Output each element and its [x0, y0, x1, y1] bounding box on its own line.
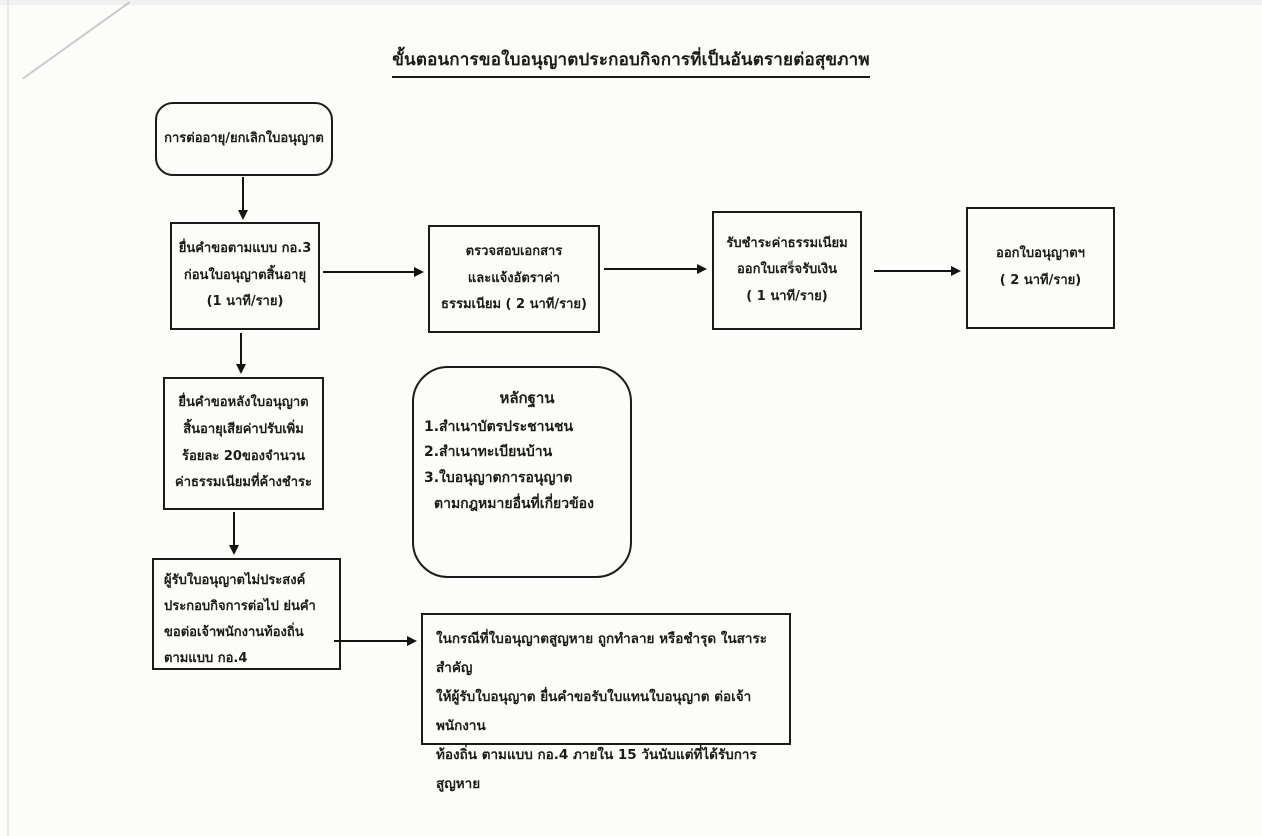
- submit-request-line: ยื่นคำขอตามแบบ กอ.3: [178, 241, 312, 257]
- flow-box-receive-payment: [712, 211, 862, 330]
- check-documents-line: ธรรมเนียม ( 2 นาที/ราย): [441, 297, 587, 313]
- arrow-down-submit-to-late: [240, 333, 242, 365]
- scan-edge-top: [0, 0, 1262, 5]
- flow-box-renewal-cancel: [155, 102, 333, 176]
- lost-license-line: ท้องถิ่น ตามแบบ กอ.4 ภายใน 15 วันนับแต่ที่ได้รับการสูญหาย: [436, 747, 757, 793]
- arrow-right-cease-to-lost: [334, 640, 408, 642]
- submit-request-line: ก่อนใบอนุญาตสิ้นอายุ: [183, 267, 307, 283]
- flow-box-check-documents: [428, 225, 600, 333]
- submit-request-line: (1 นาที/ราย): [206, 294, 284, 310]
- late-submission-line: สิ้นอายุเสียค่าปรับเพิ่ม: [183, 421, 304, 437]
- check-documents-line: และแจ้งอัตราค่า: [467, 270, 561, 286]
- late-submission-line: ร้อยละ 20ของจำนวน: [181, 448, 305, 464]
- cease-business-line: ผู้รับใบอนุญาตไม่ประสงค์: [164, 573, 306, 588]
- receive-payment-line: ออกใบเสร็จรับเงิน: [737, 262, 837, 278]
- flow-box-evidence-list: [412, 366, 632, 578]
- arrow-right-submit-to-check: [323, 271, 415, 273]
- evidence-item: ตามกฎหมายอื่นที่เกี่ยวข้อง: [434, 496, 594, 513]
- flow-box-late-submission: [163, 377, 324, 510]
- cease-business-line: ขอต่อเจ้าพนักงานท้องถิ่น: [164, 625, 304, 640]
- arrow-down-late-to-cease: [233, 512, 235, 546]
- evidence-item: 3.ใบอนุญาตการอนุญาต: [424, 470, 573, 487]
- page-title-row: [0, 46, 1262, 78]
- flow-box-submit-request: [170, 222, 320, 330]
- late-submission-line: ค่าธรรมเนียมที่ค้างชำระ: [175, 475, 312, 491]
- lost-license-line: ให้ผู้รับใบอนุญาต ยื่นคำขอรับใบแทนใบอนุญาต ต่อเจ้าพนักงาน: [436, 689, 752, 735]
- cease-business-line: ประกอบกิจการต่อไป ย่นคำ: [164, 599, 316, 614]
- flow-box-lost-license: [421, 613, 791, 793]
- cease-business-line: ตามแบบ กอ.4: [164, 651, 248, 666]
- page-title: ขั้นตอนการขอใบอนุญาตประกอบกิจการที่เป็นอันตรายต่อสุขภาพ: [392, 46, 870, 78]
- receive-payment-line: ( 1 นาที/ราย): [746, 288, 828, 304]
- receive-payment-line: รับชำระค่าธรรมเนียม: [726, 235, 848, 251]
- arrow-right-check-to-payment: [604, 268, 698, 270]
- lost-license-line: ในกรณีที่ใบอนุญาตสูญหาย ถูกทำลาย หรือชำรุด ในสาระสำคัญ: [436, 631, 768, 677]
- scan-edge-left: [7, 0, 9, 836]
- arrow-right-payment-to-issue: [874, 270, 952, 272]
- flow-box-cease-business: [152, 558, 341, 670]
- check-documents-line: ตรวจสอบเอกสาร: [465, 244, 563, 260]
- flow-box-issue-license: [966, 207, 1115, 329]
- flow-box-renewal-cancel-label: การต่ออายุ/ยกเลิกใบอนุญาต: [164, 130, 324, 146]
- evidence-item: 2.สำเนาทะเบียนบ้าน: [424, 444, 553, 461]
- issue-license-line: ( 2 นาที/ราย): [999, 273, 1082, 288]
- issue-license-line: ออกใบอนุญาตฯ: [996, 246, 1085, 262]
- late-submission-line: ยื่นคำขอหลังใบอนุญาต: [178, 395, 309, 411]
- arrow-down-renewal-to-submit: [242, 177, 244, 211]
- evidence-item: 1.สำเนาบัตรประชานชน: [424, 418, 574, 435]
- evidence-title: หลักฐาน: [499, 389, 555, 407]
